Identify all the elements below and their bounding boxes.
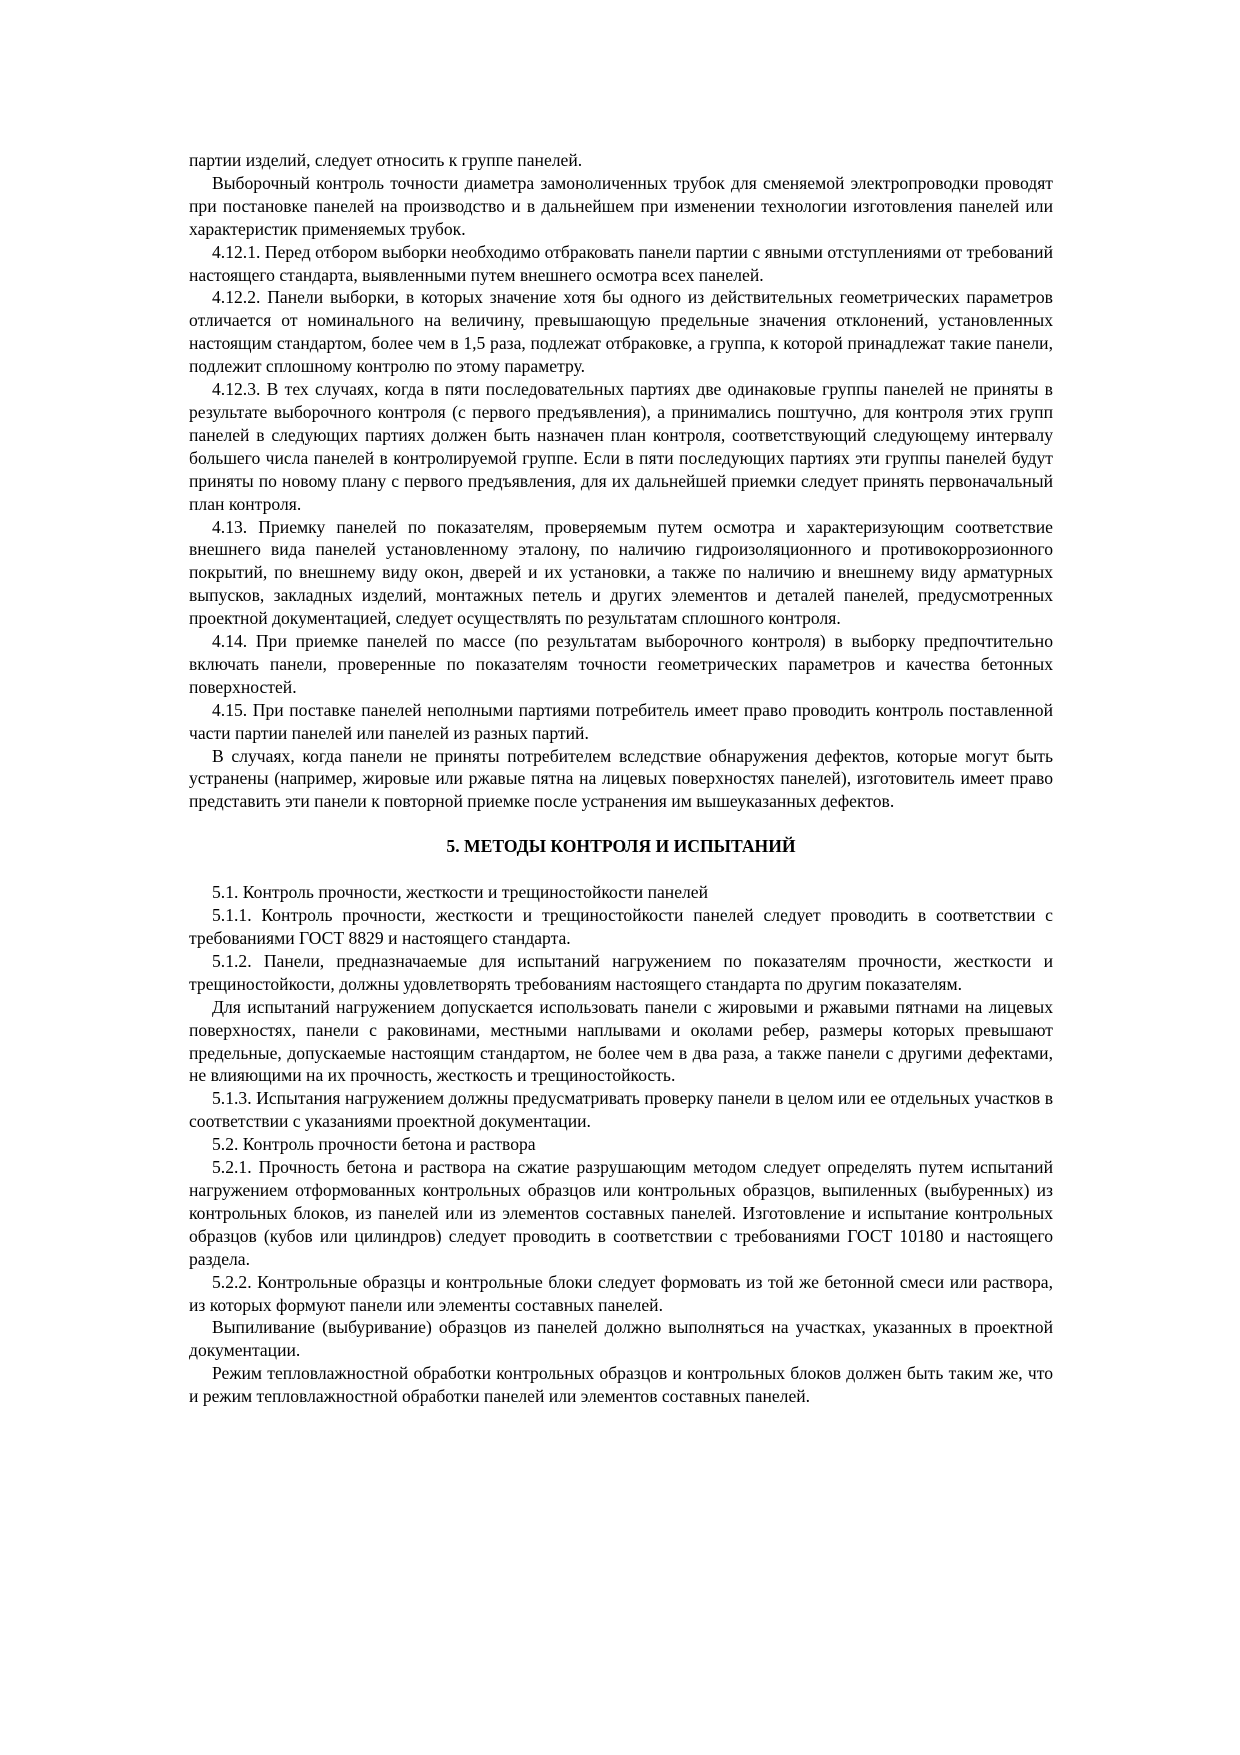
paragraph-continuation: партии изделий, следует относить к группе панелей. [189, 150, 583, 170]
clause-5-2-1: 5.2.1. Прочность бетона и раствора на сжатие разрушающим методом следует определять путем испытаний нагружением отформованных контрольных образцов или контрольных образцов, выпиленных (выбуренных) из контрольных блоков, из панелей или из элементов составных панелей. Изготовление и испытание контрольных образцов (кубов или цилиндров) следует проводить в соответствии с требованиями ГОСТ 10180 и настоящего раздела. [189, 1157, 1053, 1269]
clause-4-12-1: 4.12.1. Перед отбором выборки необходимо отбраковать панели партии с явными отступлениями от требований настоящего стандарта, выявленными путем внешнего осмотра всех панелей. [189, 241, 1053, 285]
paragraph-heat-treatment: Режим тепловлажностной обработки контрольных образцов и контрольных блоков должен быть таким же, что и режим тепловлажностной обработки панелей или элементов составных панелей. [189, 1363, 1053, 1407]
document-page [189, 149, 1053, 1408]
section-heading: 5. МЕТОДЫ КОНТРОЛЯ И ИСПЫТАНИЙ [446, 836, 796, 857]
clause-5-1-3: 5.1.3. Испытания нагружением должны предусматривать проверку панели в целом или ее отдельных участков в соответствии с указаниями проектной документации. [189, 1088, 1053, 1132]
clause-5-2: 5.2. Контроль прочности бетона и раствора [212, 1134, 536, 1155]
paragraph-load-testing-defects: Для испытаний нагружением допускается использовать панели с жировыми и ржавыми пятнами на лицевых поверхностях, панели с раковинами, местными наплывами и околами ребер, размеры которых превышают предельные, допускаемые настоящим стандартом, не более чем в два раза, а также панели с другими дефектами, не влияющими на их прочность, жесткость и трещиностойкость. [189, 996, 1053, 1086]
clause-4-13: 4.13. Приемку панелей по показателям, проверяемым путем осмотра и характеризующим соответствие внешнего вида панелей установленному эталону, по наличию гидроизоляционного и противокоррозионного покрытий, по внешнему виду окон, дверей и их установки, а также по наличию и внешнему виду арматурных выпусков, закладных изделий, монтажных петель и других элементов и деталей панелей, предусмотренных проектной документацией, следует осуществлять по результатам сплошного контроля. [189, 516, 1053, 629]
clause-4-15: 4.15. При поставке панелей неполными партиями потребитель имеет право проводить контроль поставленной части партии панелей или панелей из разных партий. [189, 699, 1053, 743]
clause-4-12-2: 4.12.2. Панели выборки, в которых значение хотя бы одного из действительных геометрических параметров отличается от номинального на величину, превышающую предельные значения отклонений, установленных настоящим стандартом, более чем в 1,5 раза, подлежат отбраковке, а группа, к которой принадлежат такие панели, подлежит сплошному контролю по этому параметру. [189, 287, 1053, 377]
clause-4-12-3: 4.12.3. В тех случаях, когда в пяти последовательных партиях две одинаковые группы панелей не приняты в результате выборочного контроля (с первого предъявления), а принимались поштучно, для контроля этих групп панелей в следующих партиях должен быть назначен план контроля, соответствующий следующему интервалу большего числа панелей в контролируемой группе. Если в пяти последующих партиях эти группы панелей будут приняты по новому плану с первого предъявления, для их дальнейшей приемки следует принять первоначальный план контроля. [189, 379, 1053, 514]
clause-5-1-1: 5.1.1. Контроль прочности, жесткости и трещиностойкости панелей следует проводить в соответствии с требованиями ГОСТ 8829 и настоящего стандарта. [189, 905, 1053, 948]
clause-5-2-2: 5.2.2. Контрольные образцы и контрольные блоки следует формовать из той же бетонной смеси или раствора, из которых формуют панели или элементы составных панелей. [189, 1271, 1053, 1315]
paragraph-sawing-samples: Выпиливание (выбуривание) образцов из панелей должно выполняться на участках, указанных в проектной документации. [189, 1317, 1053, 1361]
paragraph-conduit-control: Выборочный контроль точности диаметра замоноличенных трубок для сменяемой электропроводки проводят при постановке панелей на производство и в дальнейшем при изменении технологии изготовления панелей или характеристик применяемых трубок. [189, 172, 1053, 239]
clause-5-1-2: 5.1.2. Панели, предназначаемые для испытаний нагружением по показателям прочности, жесткости и трещиностойкости, должны удовлетворять требованиям настоящего стандарта по другим показателям. [189, 950, 1053, 994]
paragraph-repeat-acceptance: В случаях, когда панели не приняты потребителем вследствие обнаружения дефектов, которые могут быть устранены (например, жировые или ржавые пятна на лицевых поверхностях панелей), изготовитель имеет право представить эти панели к повторной приемке после устранения им вышеуказанных дефектов. [189, 745, 1053, 812]
clause-5-1: 5.1. Контроль прочности, жесткости и трещиностойкости панелей [212, 882, 709, 903]
clause-4-14: 4.14. При приемке панелей по массе (по результатам выборочного контроля) в выборку предпочтительно включать панели, проверенные по показателям точности геометрических параметров и качества бетонных поверхностей. [189, 631, 1053, 697]
